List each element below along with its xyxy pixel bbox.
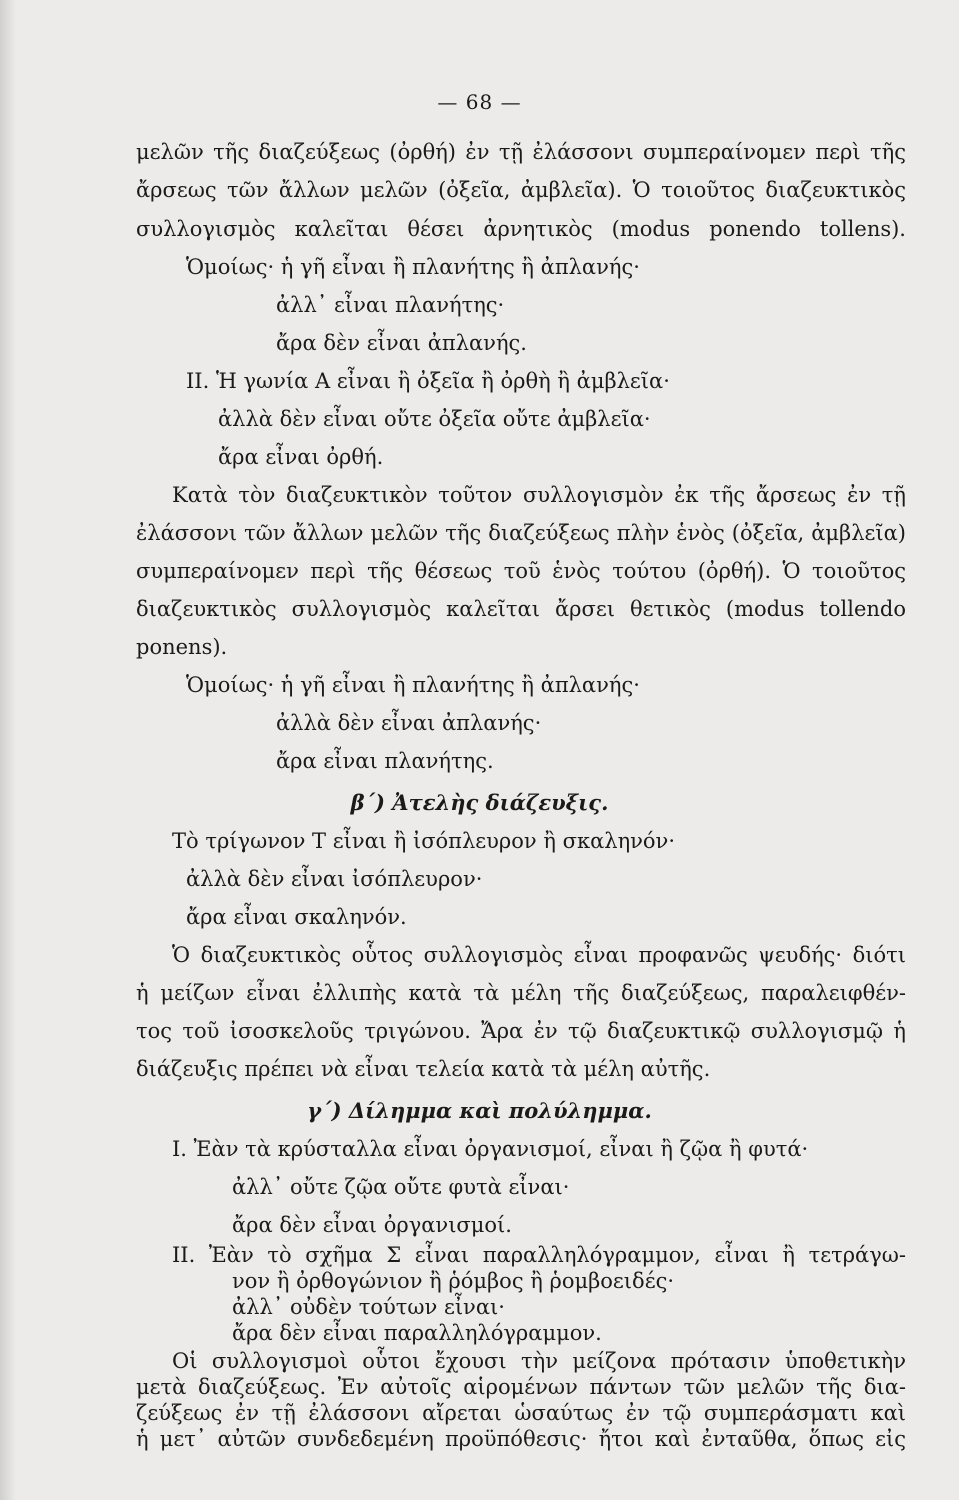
text-line: Τὸ τρίγωνον Τ εἶναι ἢ ἰσόπλευρον ἢ σκαληνόν· (172, 829, 675, 853)
text-line: Ὁ διαζευκτικὸς οὗτος συλλογισμὸς εἶναι προφανῶς ψευδής· διότι (172, 943, 906, 967)
text-line: διάζευξις πρέπει νὰ εἶναι τελεία κατὰ τὰ μέλη αὐτῆς. (136, 1057, 711, 1081)
text-line: νον ἢ ὀρθογώνιον ἢ ῥόμβος ἢ ῥομβοειδές· (232, 1269, 675, 1293)
text-line: ἡ μετ᾽ αὐτῶν συνδεδεμένη προϋπόθεσις· ἤτοι καὶ ἐνταῦθα, ὅπως εἰς (136, 1427, 906, 1451)
text-line: Ὁμοίως· ἡ γῆ εἶναι ἢ πλανήτης ἢ ἀπλανής· (186, 255, 640, 279)
text-line: ἄρα εἶναι σκαληνόν. (186, 905, 407, 929)
text-line: ἡ μείζων εἶναι ἐλλιπὴς κατὰ τὰ μέλη τῆς διαζεύξεως, παραλειφθέν- (136, 981, 906, 1005)
section-heading: β´) Ἀτελὴς διάζευξις. (350, 790, 609, 815)
section-heading: γ´) Δίλημμα καὶ πολύλημμα. (307, 1098, 652, 1123)
text-line: ἀλλ᾽ οὔτε ζῷα οὔτε φυτὰ εἶναι· (232, 1175, 570, 1199)
page-spine-shadow (0, 0, 16, 1500)
text-line: συλλογισμὸς καλεῖται θέσει ἀρνητικὸς (modus ponendo tollens). (136, 217, 906, 241)
text-line: τος τοῦ ἰσοσκελοῦς τριγώνου. Ἄρα ἐν τῷ διαζευκτικῷ συλλογισμῷ ἡ (136, 1019, 906, 1043)
text-line: ἄρα εἶναι πλανήτης. (276, 749, 494, 773)
text-line: ἀλλ᾽ εἶναι πλανήτης· (276, 293, 505, 317)
text-line: μετὰ διαζεύξεως. Ἐν αὐτοῖς αἱρομένων πάντων τῶν μελῶν τῆς δια- (136, 1375, 906, 1399)
text-line: ἀλλ᾽ οὐδὲν τούτων εἶναι· (232, 1295, 505, 1319)
page-number: — 68 — (437, 90, 522, 114)
text-line: ἀλλὰ δὲν εἶναι οὔτε ὀξεῖα οὔτε ἀμβλεῖα· (218, 407, 651, 431)
text-line: ζεύξεως ἐν τῇ ἐλάσσονι αἴρεται ὡσαύτως ἐν τῷ συμπεράσματι καὶ (136, 1401, 906, 1425)
text-line: Κατὰ τὸν διαζευκτικὸν τοῦτον συλλογισμὸν ἐκ τῆς ἄρσεως ἐν τῇ (172, 483, 906, 507)
text-line: II. Ἡ γωνία Α εἶναι ἢ ὀξεῖα ἢ ὀρθὴ ἢ ἀμβλεῖα· (186, 369, 670, 393)
text-line: ἐλάσσονι τῶν ἄλλων μελῶν τῆς διαζεύξεως πλὴν ἑνὸς (ὀξεῖα, ἀμβλεῖα) (136, 521, 906, 545)
text-line: ἄρα δὲν εἶναι παραλληλόγραμμον. (232, 1321, 602, 1345)
text-line: ἀλλὰ δὲν εἶναι ἰσόπλευρον· (186, 867, 483, 891)
text-line: Ὁμοίως· ἡ γῆ εἶναι ἢ πλανήτης ἢ ἀπλανής· (186, 673, 640, 697)
text-line: II. Ἐὰν τὸ σχῆμα Σ εἶναι παραλληλόγραμμον, εἶναι ἢ τετράγω- (172, 1243, 906, 1267)
text-line: συμπεραίνομεν περὶ τῆς θέσεως τοῦ ἑνὸς τούτου (ὀρθή). Ὁ τοιοῦτος (136, 559, 906, 583)
text-line: ponens). (136, 635, 228, 659)
text-line: μελῶν τῆς διαζεύξεως (ὀρθή) ἐν τῇ ἐλάσσονι συμπεραίνομεν περὶ τῆς (136, 140, 906, 164)
text-line: ἄρα δὲν εἶναι ἀπλανής. (276, 331, 527, 355)
text-line: διαζευκτικὸς συλλογισμὸς καλεῖται ἄρσει θετικὸς (modus tollendo (136, 597, 906, 621)
text-line: ἄρα δὲν εἶναι ὀργανισμοί. (232, 1213, 512, 1237)
text-line: Οἱ συλλογισμοὶ οὗτοι ἔχουσι τὴν μείζονα πρότασιν ὑποθετικὴν (172, 1349, 906, 1373)
text-line: I. Ἐὰν τὰ κρύσταλλα εἶναι ὀργανισμοί, εἶναι ἢ ζῷα ἢ φυτά· (172, 1137, 809, 1161)
text-line: ἄρσεως τῶν ἄλλων μελῶν (ὀξεῖα, ἀμβλεῖα). Ὁ τοιοῦτος διαζευκτικὸς (136, 178, 906, 202)
text-line: ἄρα εἶναι ὀρθή. (218, 445, 384, 469)
text-line: ἀλλὰ δὲν εἶναι ἀπλανής· (276, 711, 542, 735)
